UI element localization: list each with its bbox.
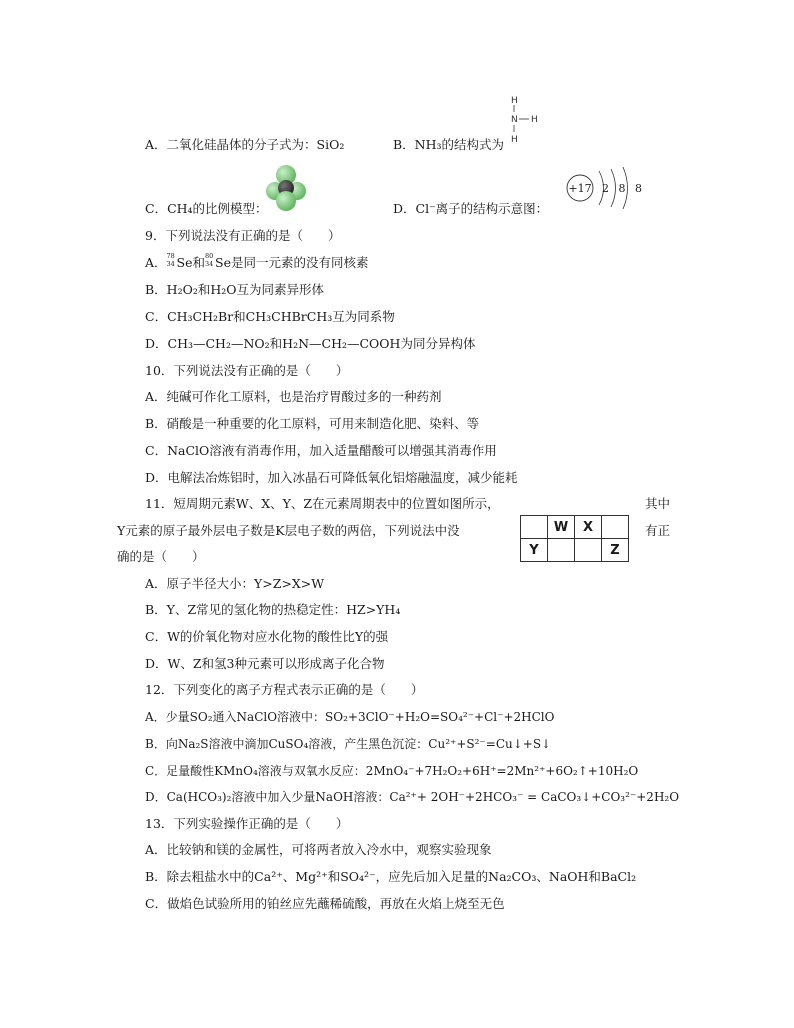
q11-option-b: B．Y、Z常见的氢化物的热稳定性：HZ>YH₄ bbox=[145, 602, 401, 617]
nh3-h-top: H bbox=[511, 96, 518, 106]
cl-ion-structure-diagram bbox=[562, 166, 645, 216]
q11-stem-line-1-right: 其中 bbox=[645, 496, 671, 511]
se78-nuclide: 78 34 bbox=[166, 252, 175, 268]
q10-option-a: A．纯碱可作化工原料，也是治疗胃酸过多的一种药剂 bbox=[145, 389, 442, 404]
q10-option-c: C．NaClO溶液有消毒作用，加入适量醋酸可以增强其消毒作用 bbox=[145, 443, 497, 458]
q8-option-b: B．NH₃的结构式为 bbox=[393, 137, 505, 152]
q12-option-d: D．Ca(HCO₃)₂溶液中加入少量NaOH溶液：Ca²⁺+ 2OH⁻+2HCO₃⁻ = CaCO₃↓+CO₃²⁻+2H₂O bbox=[145, 790, 680, 804]
cl-shell-electrons: 2 8 8 bbox=[602, 182, 645, 195]
q11-stem-line-1: 11．短周期元素W、X、Y、Z在元素周期表中的位置如图所示， bbox=[145, 496, 500, 511]
q12-stem: 12．下列变化的离子方程式表示正确的是（ ） bbox=[145, 682, 424, 697]
se80-nuclide: 80 34 bbox=[205, 252, 214, 268]
q12-option-c: C．足量酸性KMnO₄溶液与双氧水反应：2MnO₄⁻+7H₂O₂+6H⁺=2Mn²⁺+6O₂↑+10H₂O bbox=[145, 764, 639, 778]
q11-stem-line-2-right: 有正 bbox=[645, 523, 671, 538]
pt-cell-w: W bbox=[548, 516, 575, 539]
q12-option-b: B．向Na₂S溶液中滴加CuSO₄溶液，产生黑色沉淀：Cu²⁺+S²⁻=Cu↓+S↓ bbox=[145, 737, 552, 751]
q9-stem: 9．下列说法没有正确的是（ ） bbox=[145, 228, 341, 243]
periodic-table-fragment bbox=[520, 515, 629, 562]
pt-cell-z: Z bbox=[602, 539, 629, 562]
q12-option-a: A．少量SO₂通入NaClO溶液中：SO₂+3ClO⁻+H₂O=SO₄²⁻+Cl⁻+2HClO bbox=[145, 710, 555, 724]
q10-option-b: B．硝酸是一种重要的化工原料，可用来制造化肥、染料、等 bbox=[145, 416, 480, 431]
q13-stem: 13．下列实验操作正确的是（ ） bbox=[145, 816, 349, 831]
pt-cell bbox=[602, 516, 629, 539]
q9-option-b: B．H₂O₂和H₂O互为同素异形体 bbox=[145, 282, 325, 297]
q11-option-d: D．W、Z和氢3种元素可以形成离子化合物 bbox=[145, 656, 385, 671]
q10-stem: 10．下列说法没有正确的是（ ） bbox=[145, 363, 349, 378]
q11-stem-line-3: 确的是（ ） bbox=[117, 549, 205, 564]
q10-option-d: D．电解法冶炼铝时，加入冰晶石可降低氧化铝熔融温度，减少能耗 bbox=[145, 470, 518, 485]
ch4-model-image bbox=[266, 164, 306, 212]
nh3-n: N bbox=[511, 115, 518, 125]
pt-cell-x: X bbox=[575, 516, 602, 539]
se80-symbol: Se bbox=[215, 255, 231, 270]
se78-symbol: Se bbox=[176, 255, 193, 270]
q11-stem-line-2: Y元素的原子最外层电子数是K层电子数的两倍，下列说法中没 bbox=[117, 523, 460, 538]
q11-option-a: A．原子半径大小：Y>Z>X>W bbox=[145, 576, 325, 591]
pt-cell bbox=[521, 516, 548, 539]
q9-option-d: D．CH₃—CH₂—NO₂和H₂N—CH₂—COOH为同分异构体 bbox=[145, 336, 476, 351]
q13-option-c: C．做焰色试验所用的铂丝应先蘸稀硫酸，再放在火焰上烧至无色 bbox=[145, 896, 505, 911]
q11-option-c: C．W的价氧化物对应水化物的酸性比Y的强 bbox=[145, 629, 389, 644]
pt-cell bbox=[548, 539, 575, 562]
nh3-h-right: H bbox=[531, 115, 538, 125]
pt-cell-y: Y bbox=[521, 539, 548, 562]
q9-option-a-label: A． bbox=[145, 255, 167, 270]
nh3-h-bottom: H bbox=[511, 135, 518, 145]
q13-option-a: A．比较钠和镁的金属性，可将两者放入冷水中，观察实验现象 bbox=[145, 842, 492, 857]
q13-option-b: B．除去粗盐水中的Ca²⁺、Mg²⁺和SO₄²⁻，应先后加入足量的Na₂CO₃、NaOH和BaCl₂ bbox=[145, 869, 637, 884]
q8-option-d: D．Cl⁻离子的结构示意图： bbox=[393, 201, 549, 216]
nh3-structure-diagram bbox=[505, 92, 555, 148]
pt-cell bbox=[575, 539, 602, 562]
q8-option-a: A．二氧化硅晶体的分子式为：SiO₂ bbox=[145, 137, 345, 152]
q9-option-a: A． 78 34 Se和 80 34 Se是同一元素的没有同核素 bbox=[145, 252, 369, 270]
q8-option-c: C．CH₄的比例模型： bbox=[145, 201, 268, 216]
q9-option-c: C．CH₃CH₂Br和CH₃CHBrCH₃互为同系物 bbox=[145, 309, 395, 324]
cl-nucleus-charge: +17 bbox=[568, 182, 592, 195]
